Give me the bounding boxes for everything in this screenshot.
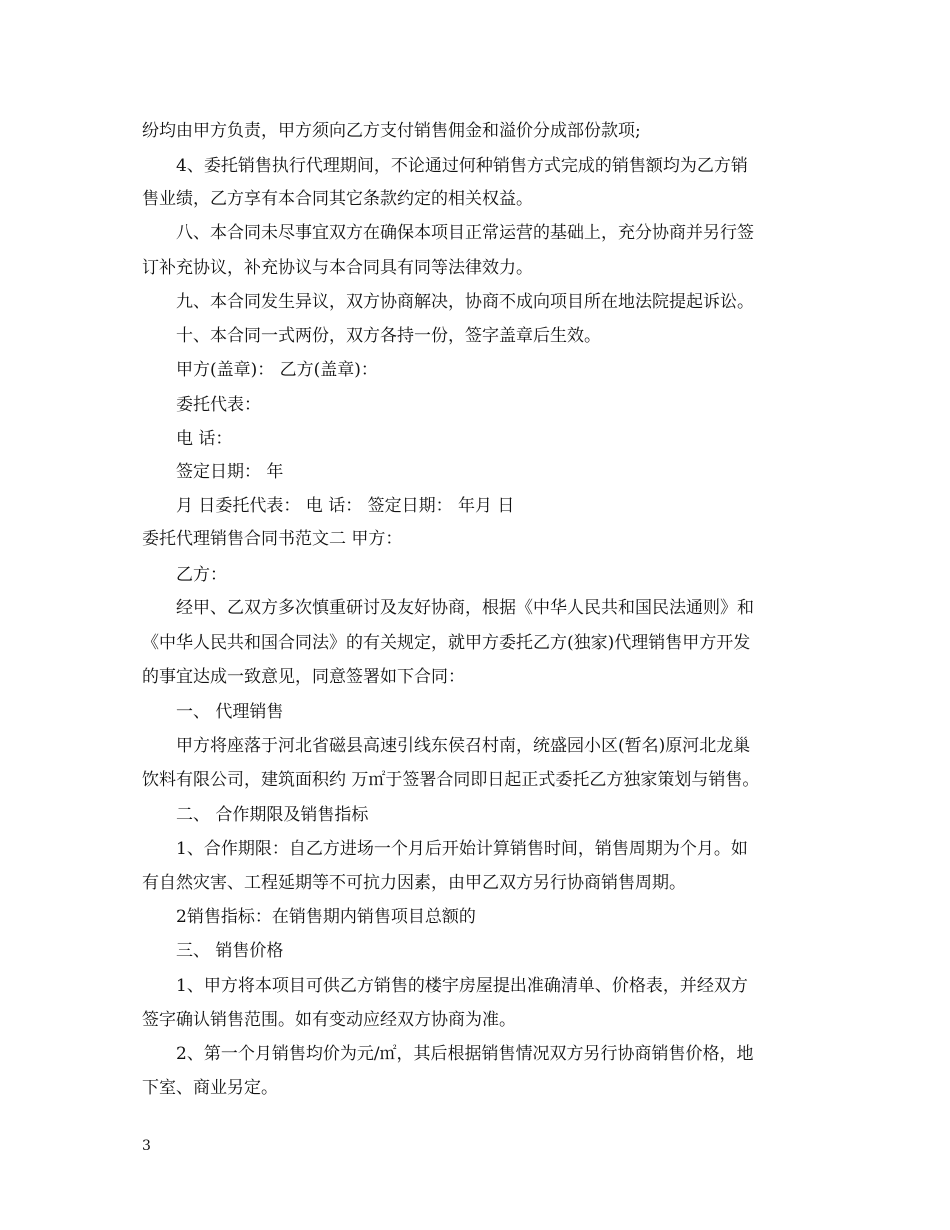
text-line: 签字确认销售范围。如有变动应经双方协商为准。 <box>142 1010 516 1030</box>
text-line: 1、甲方将本项目可供乙方销售的楼宇房屋提出准确清单、价格表，并经双方 <box>176 976 748 996</box>
text-line: 2、第一个月销售均价为元/㎡，其后根据销售情况双方另行协商销售价格，地 <box>176 1044 754 1064</box>
text-line: 售业绩，乙方享有本合同其它条款约定的相关权益。 <box>142 189 533 209</box>
text-line: 1、合作期限：自乙方进场一个月后开始计算销售时间，销售周期为个月。如 <box>176 839 748 859</box>
text-line: 九、本合同发生异议，双方协商解决，协商不成向项目所在地法院提起诉讼。 <box>176 292 754 312</box>
text-line: 饮料有限公司，建筑面积约 万㎡于签署合同即日起正式委托乙方独家策划与销售。 <box>142 770 760 790</box>
text-line: 的事宜达成一致意见，同意签署如下合同： <box>142 667 465 687</box>
text-line: 甲方将座落于河北省磁县高速引线东侯召村南，统盛园小区(暂名)原河北龙巢 <box>176 736 751 756</box>
text-line: 下室、商业另定。 <box>142 1078 278 1098</box>
text-line: 电 话： <box>176 429 233 449</box>
text-line: 《中华人民共和国合同法》的有关规定，就甲方委托乙方(独家)代理销售甲方开发 <box>142 633 751 653</box>
text-line: 经甲、乙双方多次慎重研讨及友好协商，根据《中华人民共和国民法通则》和 <box>176 598 754 618</box>
page-number: 3 <box>142 1138 151 1154</box>
text-line: 纷均由甲方负责，甲方须向乙方支付销售佣金和溢价分成部份款项; <box>142 121 641 141</box>
text-line: 八、本合同未尽事宜双方在确保本项目正常运营的基础上，充分协商并另行签 <box>176 223 754 243</box>
section-title: 委托代理销售合同书范文二 甲方： <box>142 529 403 549</box>
text-line: 4、委托销售执行代理期间，不论通过何种销售方式完成的销售额均为乙方销 <box>176 156 748 176</box>
section-heading: 三、 销售价格 <box>176 941 284 961</box>
text-line: 十、本合同一式两份，双方各持一份，签字盖章后生效。 <box>176 326 601 346</box>
text-line: 月 日委托代表： 电 话： 签定日期： 年月 日 <box>176 496 515 516</box>
signature-line: 甲方(盖章)： 乙方(盖章)： <box>176 360 378 380</box>
text-line: 有自然灾害、工程延期等不可抗力因素，由甲乙双方另行协商销售周期。 <box>142 873 686 893</box>
text-line: 2销售指标：在销售期内销售项目总额的 <box>176 907 476 927</box>
text-line: 订补充协议，补充协议与本合同具有同等法律效力。 <box>142 258 533 278</box>
section-heading: 二、 合作期限及销售指标 <box>176 805 369 825</box>
text-line: 签定日期： 年 <box>176 462 284 482</box>
text-line: 乙方： <box>176 565 227 585</box>
text-line: 委托代表： <box>176 395 261 415</box>
section-heading: 一、 代理销售 <box>176 702 284 722</box>
